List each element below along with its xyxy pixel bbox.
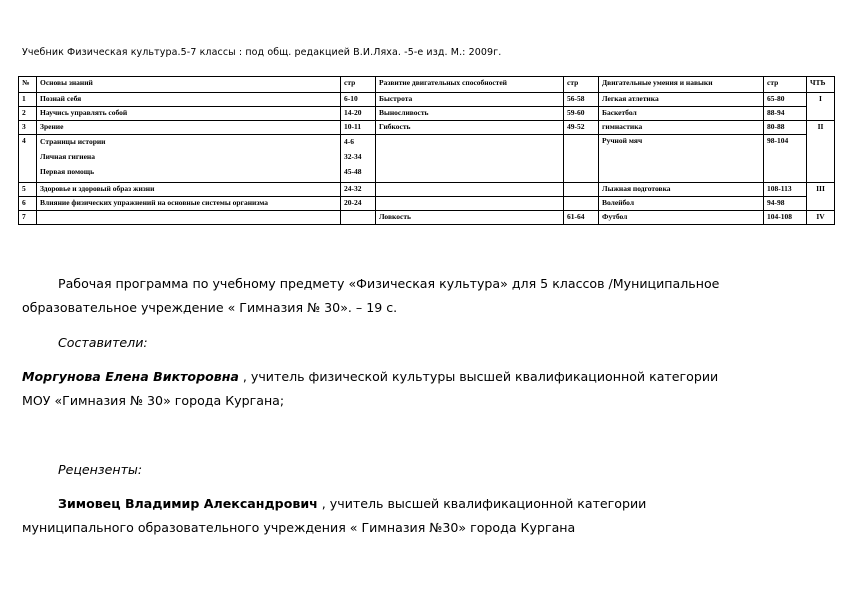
knowledge-pages <box>341 135 376 183</box>
textbook-reference: Учебник Физическая культура.5-7 классы : под общ. редакцией В.И.Ляха. -5-е изд. М.: 2009г. <box>22 47 502 58</box>
table-row <box>19 135 835 183</box>
header-part: ЧТЬ <box>807 77 835 93</box>
program-line-1: Рабочая программа по учебному предмету «Физическая культура» для 5 классов /Муниципальное <box>58 276 720 291</box>
ability-pages <box>564 183 599 197</box>
header-number: № <box>19 77 37 93</box>
knowledge-pages-line: 4-6 <box>344 137 354 146</box>
program-line-2: образовательное учреждение « Гимназия № 30». – 19 с. <box>22 300 398 315</box>
part-number: IV <box>807 211 835 225</box>
reviewer-description: , учитель высшей квалификационной категории <box>317 496 647 511</box>
skill-topic: Футбол <box>599 211 764 225</box>
skill-topic: Легкая атлетика <box>599 93 764 107</box>
row-number: 3 <box>19 121 37 135</box>
knowledge-topic <box>37 211 341 225</box>
skill-pages: 98-104 <box>764 135 807 183</box>
compiler-line-1 <box>22 365 822 389</box>
part-number: III <box>807 183 835 211</box>
knowledge-topic-line: Первая помощь <box>40 167 95 176</box>
knowledge-topic-line: Личная гигиена <box>40 152 95 161</box>
skill-pages: 65-80 <box>764 93 807 107</box>
row-number: 1 <box>19 93 37 107</box>
knowledge-topic-line: Страницы истории <box>40 137 106 146</box>
skill-pages: 104-108 <box>764 211 807 225</box>
header-abilities: Развитие двигательных способностей <box>376 77 564 93</box>
compilers-heading-block <box>22 331 822 355</box>
skill-topic: Ручной мяч <box>599 135 764 183</box>
reviewer-name: Зимовец Владимир Александрович <box>58 496 318 511</box>
skill-topic: гимнастика <box>599 121 764 135</box>
table-row <box>19 121 835 135</box>
ability-topic: Гибкость <box>376 121 564 135</box>
table-row <box>19 93 835 107</box>
ability-topic: Выносливость <box>376 107 564 121</box>
knowledge-topic: Познай себя <box>37 93 341 107</box>
knowledge-pages: 10-11 <box>341 121 376 135</box>
part-number: I <box>807 93 835 121</box>
row-number: 2 <box>19 107 37 121</box>
curriculum-table <box>18 76 835 225</box>
ability-topic: Ловкость <box>376 211 564 225</box>
program-description <box>22 272 822 320</box>
row-number: 6 <box>19 197 37 211</box>
ability-topic <box>376 197 564 211</box>
compiler-description: , учитель физической культуры высшей квалификационной категории <box>238 369 719 384</box>
reviewer-line-2: муниципального образовательного учреждения « Гимназия №30» города Кургана <box>22 520 576 535</box>
knowledge-pages-line: 45-48 <box>344 167 362 176</box>
table-row <box>19 211 835 225</box>
knowledge-topic: Научись управлять собой <box>37 107 341 121</box>
table-row <box>19 183 835 197</box>
compiler-name: Моргунова Елена Викторовна <box>22 369 239 384</box>
skill-pages: 88-94 <box>764 107 807 121</box>
ability-pages: 59-60 <box>564 107 599 121</box>
ability-pages: 61-64 <box>564 211 599 225</box>
row-number: 7 <box>19 211 37 225</box>
knowledge-pages <box>341 211 376 225</box>
ability-topic: Быстрота <box>376 93 564 107</box>
ability-pages <box>564 135 599 183</box>
knowledge-pages: 24-32 <box>341 183 376 197</box>
knowledge-topic: Зрение <box>37 121 341 135</box>
skill-pages: 80-88 <box>764 121 807 135</box>
compiler-entry <box>22 365 822 413</box>
knowledge-topic: Влияние физических упражнений на основные системы организма <box>37 197 341 211</box>
ability-topic <box>376 183 564 197</box>
knowledge-pages: 20-24 <box>341 197 376 211</box>
ability-pages: 56-58 <box>564 93 599 107</box>
knowledge-pages: 14-20 <box>341 107 376 121</box>
knowledge-pages-line: 32-34 <box>344 152 362 161</box>
skill-topic: Волейбол <box>599 197 764 211</box>
table-header-row <box>19 77 835 93</box>
row-number: 5 <box>19 183 37 197</box>
table-row <box>19 197 835 211</box>
header-page-1: стр <box>341 77 376 93</box>
table-row <box>19 107 835 121</box>
skill-topic: Лыжная подготовка <box>599 183 764 197</box>
ability-topic <box>376 135 564 183</box>
reviewers-heading-block <box>22 458 822 482</box>
header-skills: Двигательные умения и навыки <box>599 77 764 93</box>
reviewers-heading: Рецензенты: <box>58 462 143 477</box>
reviewer-entry <box>22 492 822 540</box>
skill-pages: 94-98 <box>764 197 807 211</box>
compiler-line-2: МОУ «Гимназия № 30» города Кургана; <box>22 393 285 408</box>
reviewer-line-1 <box>22 492 822 516</box>
header-page-3: стр <box>764 77 807 93</box>
knowledge-topic <box>37 135 341 183</box>
ability-pages: 49-52 <box>564 121 599 135</box>
skill-topic: Баскетбол <box>599 107 764 121</box>
compilers-heading: Составители: <box>58 335 148 350</box>
knowledge-pages: 6-10 <box>341 93 376 107</box>
row-number: 4 <box>19 135 37 183</box>
header-page-2: стр <box>564 77 599 93</box>
knowledge-topic: Здоровье и здоровый образ жизни <box>37 183 341 197</box>
part-number: II <box>807 121 835 183</box>
skill-pages: 108-113 <box>764 183 807 197</box>
ability-pages <box>564 197 599 211</box>
header-knowledge: Основы знаний <box>37 77 341 93</box>
